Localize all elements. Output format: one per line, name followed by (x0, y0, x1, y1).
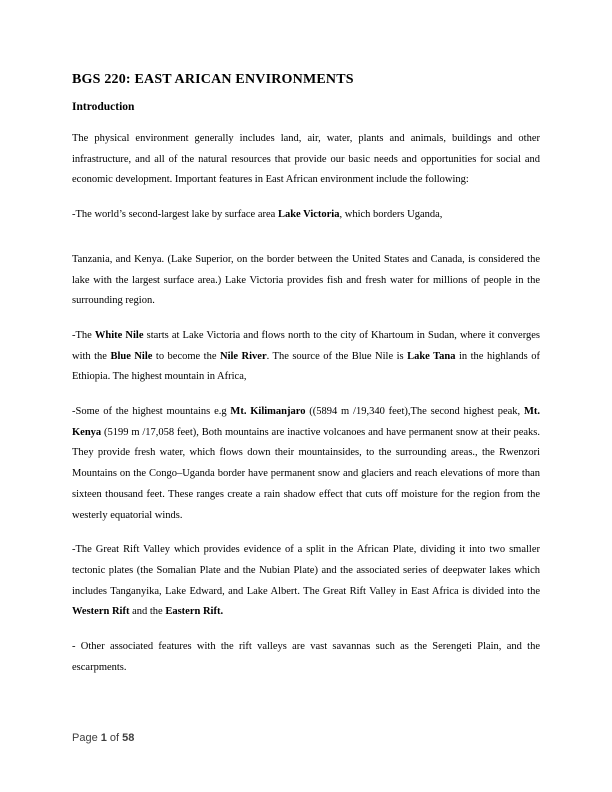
paragraph (72, 205, 540, 226)
text-run: -The world’s second-largest lake by surface area (72, 209, 278, 221)
paragraph (72, 637, 540, 678)
page-footer (72, 731, 134, 745)
text-run-bold: Lake Victoria (277, 209, 340, 221)
text-run: starts at Lake Victoria and flows north to the city of Khartoum in Sudan, where it converges with the (72, 329, 540, 362)
text-run: , which borders Uganda, (339, 209, 443, 221)
text-run: ((5894 m /19,340 feet),The second highest peak, (305, 406, 524, 418)
text-run-bold: Mt. Kilimanjaro (230, 406, 306, 418)
paragraph (72, 250, 540, 312)
text-run-bold: Mt. Kenya (72, 406, 540, 438)
text-run: -The Great Rift Valley which provides evidence of a split in the African Plate, dividing it into two smaller tectonic plates (the Somalian Plate and the Nubian Plate) and the associated series of deepwater lakes which includes Tanganyika, Lake Edward, and Lake Albert. The Great Rift Valley in East Africa is divided into the (72, 544, 540, 597)
text-run-bold: Blue Nile (110, 350, 153, 362)
text-run-bold: 58 (122, 732, 135, 744)
text-run-bold: White Nile (94, 329, 144, 341)
text-run: Page (72, 732, 101, 744)
document-content (72, 72, 540, 692)
paragraph (72, 129, 540, 191)
text-run: -Some of the highest mountains e.g (72, 406, 231, 418)
text-run: (5199 m /17,058 feet), Both mountains are inactive volcanoes and have permanent snow at their peaks. They provide fresh water, which flows down their mountainsides, to the surrounding areas., the Rwenzori Mountains on the Congo–Uganda border have permanent snow and glaciers and reach elevations of more than sixteen thousand feet. These ranges create a rain shadow effect that cuts off moisture for the region from the westerly equatorial winds. (72, 426, 540, 521)
text-run-bold: Western Rift (72, 606, 130, 618)
section-heading-introduction: Introduction (72, 101, 135, 113)
paragraph (72, 540, 540, 623)
text-run: - Other associated features with the rift valleys are vast savannas such as the Serengeti Plain, and the escarpments. (72, 641, 540, 673)
text-run: -The (72, 329, 95, 341)
document-body (72, 129, 540, 678)
document-title: BGS 220: EAST ARICAN ENVIRONMENTS (72, 72, 354, 87)
text-run-bold: Eastern Rift. (165, 606, 224, 618)
paragraph (72, 402, 540, 526)
blank-line (72, 240, 540, 250)
paragraph (72, 326, 540, 388)
text-run: and the (129, 606, 166, 618)
text-run: The physical environment generally includes land, air, water, plants and animals, buildings and other infrastructure, and all of the natural resources that provide our basic needs and opportunities for social and economic development. Important features in East African environment include the following: (72, 133, 540, 186)
text-run: . The source of the Blue Nile is (266, 350, 408, 362)
text-run-bold: 1 (100, 732, 107, 744)
text-run: in the highlands of Ethiopia. The highest mountain in Africa, (72, 350, 540, 383)
text-run-bold: Nile River (220, 350, 267, 362)
text-run: Tanzania, and Kenya. (Lake Superior, on the border between the United States and Canada, is considered the lake with the largest surface area.) Lake Victoria provides fish and fresh water for millions of people in the surrounding region. (72, 253, 540, 307)
text-run-bold: Lake Tana (407, 350, 456, 362)
text-run: of (106, 732, 123, 744)
text-run: to become the (152, 350, 220, 362)
